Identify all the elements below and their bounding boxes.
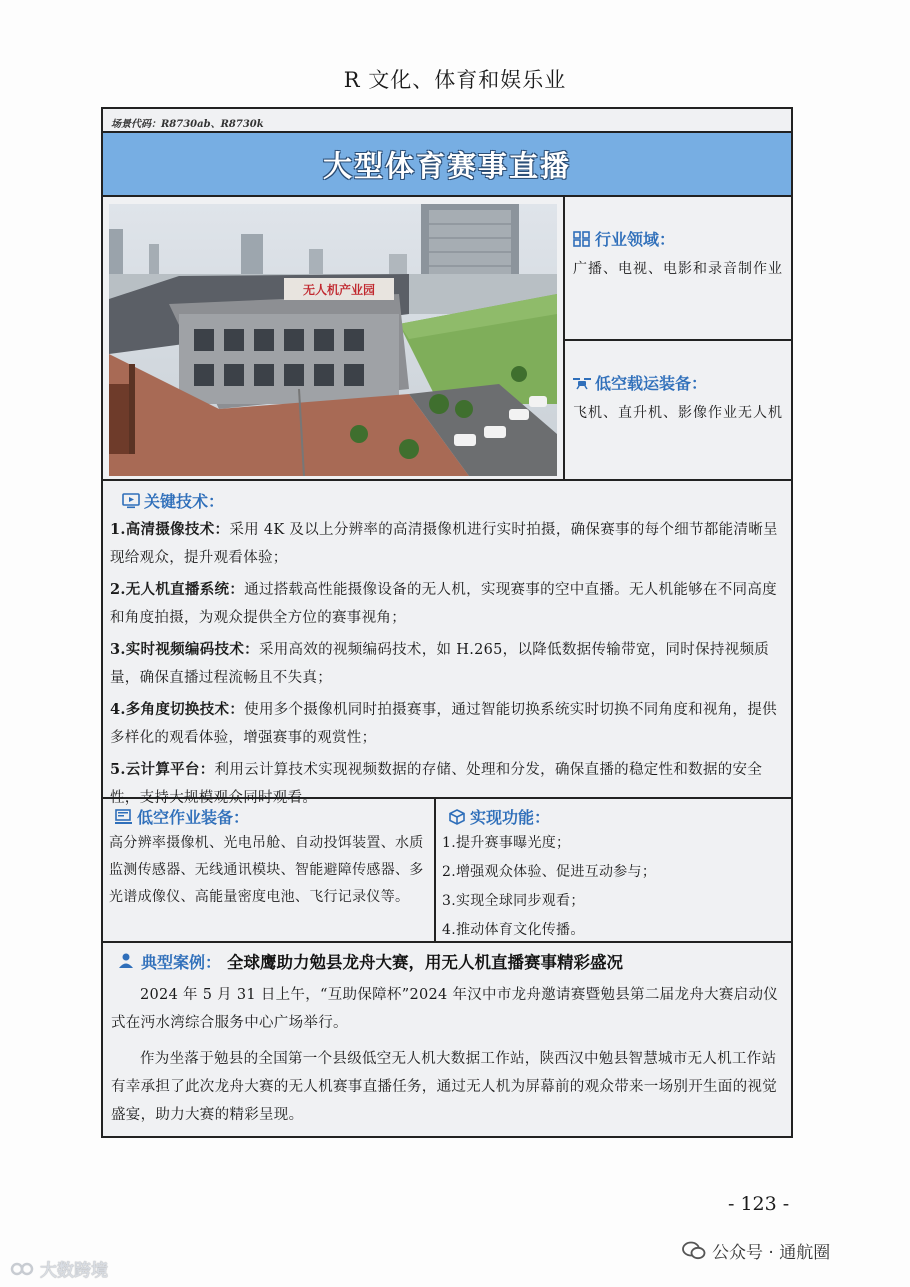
photo-sign-text: 无人机产业园 — [302, 283, 376, 297]
carrier-cell — [565, 341, 791, 481]
tech-item: 5.云计算平台：利用云计算技术实现视频数据的存储、处理和分发，确保直播的稳定性和数据的安全性，支持大规模观众同时观看。 — [110, 761, 763, 806]
industry-cell — [565, 197, 791, 341]
photo-cell — [103, 197, 565, 481]
work-equipment-text: 高分辨率摄像机、光电吊舱、自动投饵装置、水质监测传感器、无线通讯模块、智能避障传感器、多光谱成像仪、高能量密度电池、飞行记录仪等。 — [109, 835, 424, 905]
key-tech-label: 关键技术： — [144, 492, 225, 511]
function-item: 2.增强观众体验、促进互动参与； — [442, 864, 657, 880]
functions-label: 实现功能： — [470, 808, 551, 827]
title-banner — [103, 131, 791, 197]
function-item: 1.提升赛事曝光度； — [442, 835, 571, 851]
functions-heading — [448, 805, 785, 828]
computer-icon — [115, 809, 133, 825]
carrier-heading — [573, 371, 783, 394]
key-tech-section — [103, 481, 791, 806]
link-icon — [10, 1261, 36, 1277]
person-icon — [117, 953, 135, 969]
page-number: - 123 - — [728, 1193, 790, 1215]
wechat-icon — [682, 1241, 706, 1261]
watermark-right-text: 公众号 · 通航圈 — [712, 1243, 831, 1263]
functions-section — [436, 799, 791, 943]
case-title: 全球鹰助力勉县龙舟大赛，用无人机直播赛事精彩盛况 — [227, 953, 624, 972]
industry-label: 行业领域： — [595, 230, 676, 249]
work-equipment-label: 低空作业装备： — [137, 808, 250, 827]
work-equipment-heading — [115, 805, 428, 828]
tech-item: 3.实时视频编码技术：采用高效的视频编码技术，如 H.265，以降低数据传输带宽，同时保持视频质量，确保直播过程流畅且不失真； — [110, 641, 770, 686]
cube-icon — [448, 809, 466, 825]
case-paragraph: 2024 年 5 月 31 日上午，“互助保障杯”2024 年汉中市龙舟邀请赛暨勉县第二届龙舟大赛启动仪式在沔水湾综合服务中心广场举行。 — [111, 987, 779, 1031]
function-item: 4.推动体育文化传播。 — [442, 922, 585, 938]
case-label: 典型案例： — [141, 952, 222, 972]
industry-heading — [573, 227, 783, 250]
key-tech-heading — [122, 489, 784, 512]
grid-icon — [573, 231, 591, 247]
watermark-right — [682, 1238, 830, 1263]
scene-code: 场景代码：R8730ab、R8730k — [111, 119, 264, 130]
aerial-photo — [109, 204, 557, 476]
tech-item: 1.高清摄像技术：采用 4K 及以上分辨率的高清摄像机进行实时拍摄，确保赛事的每个细节都能清晰呈现给观众，提升观看体验； — [110, 521, 778, 566]
case-paragraph: 作为坐落于勉县的全国第一个县级低空无人机大数据工作站，陕西汉中勉县智慧城市无人机工作站有幸承担了此次龙舟大赛的无人机赛事直播任务，通过无人机为屏幕前的观众带来一场别开生面的视觉盛宴，助力大赛的精彩呈现。 — [111, 1051, 777, 1123]
case-section — [103, 943, 791, 1129]
tech-item: 4.多角度切换技术：使用多个摄像机同时拍摄赛事，通过智能切换系统实时切换不同角度和视角，提供多样化的观看体验，增强赛事的观赏性； — [110, 701, 777, 746]
monitor-icon — [122, 493, 140, 509]
watermark-left — [10, 1256, 108, 1281]
case-heading — [117, 949, 783, 973]
scene-card — [101, 107, 793, 1138]
work-equipment-section — [103, 799, 436, 943]
industry-text: 广播、电视、电影和录音制作业 — [573, 261, 783, 277]
function-item: 3.实现全球同步观看； — [442, 893, 585, 909]
watermark-left-text: 大数跨境 — [40, 1261, 108, 1281]
tech-item: 2.无人机直播系统：通过搭载高性能摄像设备的无人机，实现赛事的空中直播。无人机能够在不同高度和角度拍摄，为观众提供全方位的赛事视角； — [110, 581, 777, 626]
section-title: R 文化、体育和娱乐业 — [343, 68, 567, 92]
carrier-text: 飞机、直升机、影像作业无人机 — [573, 405, 783, 421]
carrier-label: 低空载运装备： — [595, 374, 708, 393]
drone-icon — [573, 375, 591, 391]
card-title: 大型体育赛事直播 — [322, 148, 571, 183]
